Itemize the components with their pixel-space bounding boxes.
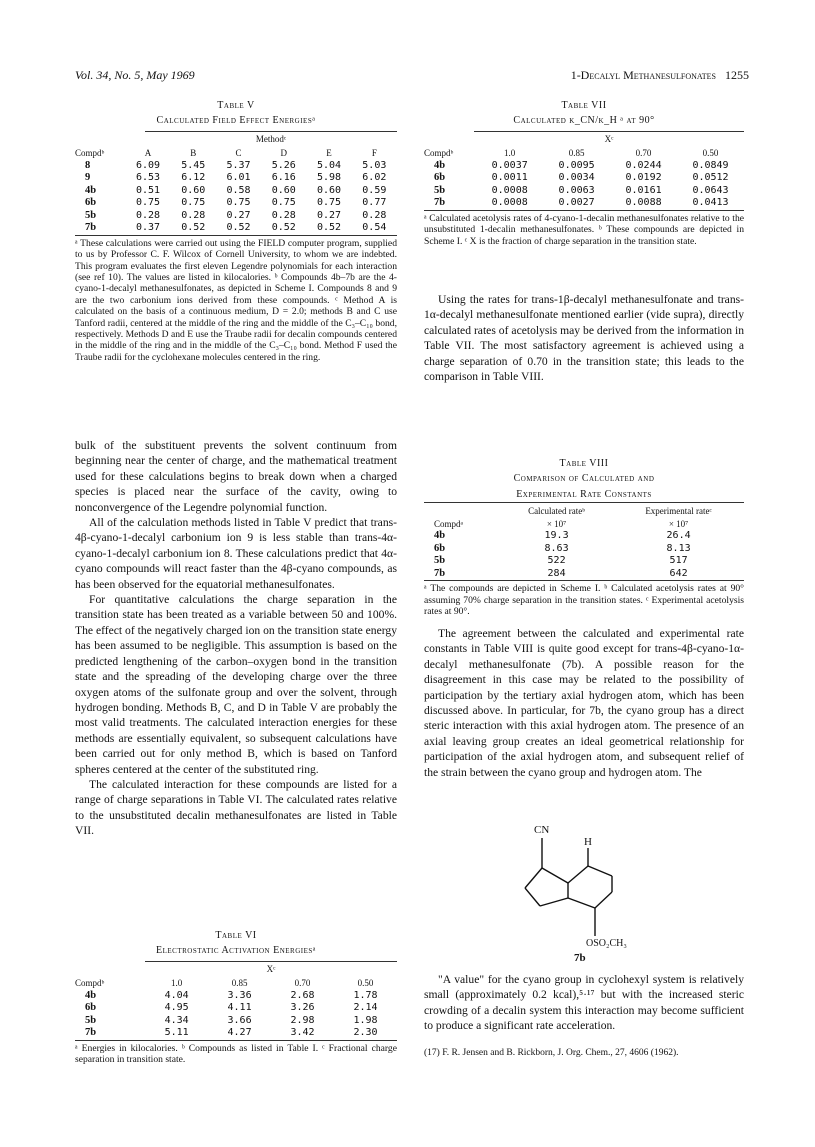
table-row bbox=[75, 1027, 397, 1040]
paragraph: bulk of the substituent prevents the solvent continuum from beginning near the center of charge, and the mathematical treatment used for these calculations begins to break down when a charged species is placed near the surface of the cavity, owing to nonconvergence of the Legendre polynomial function. bbox=[75, 439, 397, 514]
table-cell: 0.75 bbox=[136, 197, 161, 209]
structure-label: 7b bbox=[574, 952, 586, 964]
table-cell: 284 bbox=[547, 567, 566, 579]
table-cell: 0.75 bbox=[271, 197, 296, 209]
table-cell: 0.0244 bbox=[625, 159, 662, 171]
table-row bbox=[75, 197, 397, 210]
table-cell: 6b bbox=[85, 197, 97, 209]
table-cell: 0.0011 bbox=[491, 172, 528, 184]
table-cell: 4.11 bbox=[227, 1002, 252, 1014]
table-cell: 0.52 bbox=[226, 222, 251, 234]
table-row bbox=[424, 543, 744, 556]
table-viii-col-exp: Experimental rateᶜ bbox=[645, 506, 712, 517]
table-cell: 642 bbox=[669, 567, 688, 579]
table-cell: 6b bbox=[434, 542, 446, 554]
right-body-text-1 bbox=[424, 292, 744, 384]
table-cell: 2.14 bbox=[353, 1002, 378, 1014]
paragraph: The calculated interaction for these compounds are listed for a range of charge separations in Table VI. The calculated rates relative to the unsubstituted decalin methanesulfonates are listed in Table VII. bbox=[75, 777, 397, 838]
table-cell: 517 bbox=[669, 555, 688, 567]
table-viii-unit: × 10⁷ bbox=[546, 518, 567, 529]
decalin-structure-drawing bbox=[500, 828, 660, 958]
table-viii-title: Table VIII bbox=[559, 458, 609, 469]
table-cell: 0.0034 bbox=[558, 172, 595, 184]
table-cell: 0.51 bbox=[136, 184, 161, 196]
table-row bbox=[75, 160, 397, 173]
table-vii-title: Table VII bbox=[561, 100, 607, 111]
table-cell: 5b bbox=[85, 209, 97, 221]
table-vii bbox=[424, 98, 744, 247]
right-body-text-3 bbox=[424, 972, 744, 1034]
table-cell: 4b bbox=[85, 989, 97, 1001]
table-cell: 7b bbox=[434, 567, 446, 579]
table-vi-grid bbox=[75, 977, 397, 1040]
table-cell: 8.63 bbox=[544, 542, 569, 554]
table-cell: 0.27 bbox=[317, 209, 342, 221]
table-cell: 0.52 bbox=[317, 222, 342, 234]
table-v-title: Table V bbox=[217, 100, 255, 111]
paragraph: The agreement between the calculated and experimental rate constants in Table VIII is quite good except for trans-4β-cyano-1α-decalyl methanesulfonate (7b). A possible reason for the disagreement in this case may be related to the possibility of participation by the tertiary axial hydrogen atom, which has been discussed above. In particular, for 7b, the cyano group has a direct steric interaction with this axial hydrogen atom. The presence of an axial leaving group creates an ideal geometrical relationship for participation of the axial hydrogen atom, and subsequent relief of the strain between the cyano group and hydrogen atom. The bbox=[424, 627, 744, 779]
table-viii-col-calc: Calculated rateᵇ bbox=[528, 506, 586, 517]
structure-oms: OSO₂CH₃ bbox=[586, 938, 627, 949]
table-cell: 0.75 bbox=[317, 197, 342, 209]
table-viii-compd: Compdᵃ bbox=[434, 518, 463, 529]
table-cell: 0.60 bbox=[271, 184, 296, 196]
table-cell: 0.0008 bbox=[491, 197, 528, 209]
table-viii-grid bbox=[424, 505, 744, 580]
column-header: E bbox=[326, 148, 332, 159]
table-vi-x-label: Xᶜ bbox=[145, 961, 397, 977]
table-cell: 0.54 bbox=[362, 222, 387, 234]
table-cell: 5.03 bbox=[362, 159, 387, 171]
table-cell: 0.58 bbox=[226, 184, 251, 196]
page-number: 1255 bbox=[725, 68, 749, 82]
table-cell: 0.0643 bbox=[692, 184, 729, 196]
table-vi-footnote: ᵃ Energies in kilocalories. ᵇ Compounds as listed in Table I. ᶜ Fractional charge separation in transition state. bbox=[75, 1042, 397, 1066]
column-header: 0.85 bbox=[231, 978, 248, 989]
table-v-footnote: ᵃ These calculations were carried out using the FIELD computer program, supplied to us by Professor C. F. Wilcox of Cornell University, to whom we are indebted. This program evaluates the first eleven Legendre polynomials for each interaction (see ref 10). The values are listed in kilocalories. ᵇ Compounds 4b–7b are the 4-cyano-1-decalyl methanesulfonates, as depicted in Scheme I. Compounds 8 and 9 are the two carbonium ions derived from these compounds. ᶜ Method A is calculated on the basis of a continuous medium, D = 2.0; methods B and C use Tanford radii, centered at the middle of the ring and the middle of the C₃–C₁₀ bond, respectively. Methods D and E use the Traube radii for decalin compounds centered in the middle of the ring and in the middle of the C₃–C₁₀ bond. Method F used the Traube radii for the cyclohexane molecules centered in the ring. bbox=[75, 237, 397, 363]
table-cell: 7b bbox=[85, 1027, 97, 1039]
table-cell: 6.12 bbox=[181, 172, 206, 184]
paragraph: Using the rates for trans-1β-decalyl methanesulfonate and trans-1α-decalyl methanesulfonate mentioned earlier (vide supra), directly calculated rates of acetolysis may be derived from the information in Table VII. The most satisfactory agreement is achieved using a charge separation of 0.70 in the transition state; this leads to the comparison in Table VIII. bbox=[424, 293, 744, 384]
table-row bbox=[75, 1015, 397, 1028]
table-cell: 0.28 bbox=[181, 209, 206, 221]
table-cell: 0.77 bbox=[362, 197, 387, 209]
table-cell: 5.11 bbox=[164, 1027, 189, 1039]
paragraph: For quantitative calculations the charge separation in the transition state has been treated as a variable between 50 and 100%. The effect of the negatively charged ion on the transition state energy has been assumed to be negligible. This assumption is based on the predicted lengthening of the carbon–oxygen bond in the transition state and the spreading of the developing charge over the three oxygen atoms of the sulfonate group and over the solvent, through hydrogen bonding. Methods B, C, and D in Table V are probably the most valid treatments. The calculated interaction energies for these methods are essentially equivalent, so subsequent calculations have been carried out for only method B, which is based on Tanford spheres centered at the center of the substituted ring. bbox=[75, 593, 397, 776]
table-cell: 6.16 bbox=[271, 172, 296, 184]
table-cell: 19.3 bbox=[544, 530, 569, 542]
header-volume: Vol. 34, No. 5, May 1969 bbox=[75, 68, 195, 82]
table-cell: 5b bbox=[85, 1014, 97, 1026]
table-viii bbox=[424, 456, 744, 617]
table-cell: 0.60 bbox=[181, 184, 206, 196]
table-cell: 5b bbox=[434, 184, 446, 196]
table-cell: 6.02 bbox=[362, 172, 387, 184]
table-cell: 0.37 bbox=[136, 222, 161, 234]
table-cell: 4b bbox=[85, 184, 97, 196]
table-vii-footnote: ᵃ Calculated acetolysis rates of 4-cyano-1-decalin methanesulfonates relative to the unsubstituted 1-decalin methanesulfonates. ᵇ These compounds are depicted in Scheme I. ᶜ X is the fraction of charge separation in the transition state. bbox=[424, 212, 744, 247]
table-row bbox=[75, 1002, 397, 1015]
table-vi bbox=[75, 928, 397, 1066]
structure-cn: CN bbox=[534, 824, 550, 836]
structure-7b bbox=[500, 824, 660, 964]
table-cell: 7b bbox=[434, 197, 446, 209]
table-cell: 5.98 bbox=[317, 172, 342, 184]
table-cell: 1.78 bbox=[353, 989, 378, 1001]
table-cell: 4b bbox=[434, 159, 446, 171]
table-cell: 0.0037 bbox=[491, 159, 528, 171]
table-cell: 26.4 bbox=[666, 530, 691, 542]
column-header: A bbox=[144, 148, 152, 159]
left-body-text bbox=[75, 438, 397, 839]
column-header: 0.50 bbox=[357, 978, 374, 989]
column-header: D bbox=[280, 148, 288, 159]
table-cell: 9 bbox=[85, 172, 91, 184]
table-cell: 2.68 bbox=[290, 989, 315, 1001]
table-cell: 5.37 bbox=[226, 159, 251, 171]
column-header: 1.0 bbox=[170, 978, 183, 989]
table-viii-subtitle-1: Comparison of Calculated and bbox=[513, 473, 655, 485]
table-cell: 6.09 bbox=[136, 159, 161, 171]
table-vii-grid bbox=[424, 147, 744, 210]
table-cell: 3.42 bbox=[290, 1027, 315, 1039]
table-cell: 2.98 bbox=[290, 1014, 315, 1026]
table-cell: 522 bbox=[547, 555, 566, 567]
column-header: C bbox=[235, 148, 242, 159]
table-viii-unit: × 10⁷ bbox=[668, 518, 689, 529]
table-viii-footnote: ᵃ The compounds are depicted in Scheme I. ᵇ Calculated acetolysis rates at 90° assuming 70% charge separation in the transition states. ᶜ Experimental acetolysis rates at 90°. bbox=[424, 583, 744, 618]
table-cell: 0.52 bbox=[181, 222, 206, 234]
table-cell: 0.28 bbox=[271, 209, 296, 221]
table-cell: 0.0161 bbox=[625, 184, 662, 196]
table-cell: 0.0095 bbox=[558, 159, 595, 171]
table-viii-subtitle-2: Experimental Rate Constants bbox=[424, 487, 744, 503]
table-row bbox=[424, 185, 744, 198]
reference-17: (17) F. R. Jensen and B. Rickborn, J. Org. Chem., 27, 4606 (1962). bbox=[424, 1048, 679, 1058]
table-cell: 0.75 bbox=[226, 197, 251, 209]
table-v-subtitle: Calculated Field Effect Energiesᵃ bbox=[156, 115, 316, 127]
table-cell: 0.28 bbox=[136, 209, 161, 221]
column-header: 0.50 bbox=[702, 148, 719, 159]
table-row bbox=[424, 197, 744, 210]
table-cell: 0.0008 bbox=[491, 184, 528, 196]
column-header: 0.70 bbox=[294, 978, 311, 989]
table-cell: 0.0063 bbox=[558, 184, 595, 196]
table-vii-x-label: Xᶜ bbox=[474, 131, 744, 147]
table-row bbox=[75, 210, 397, 223]
column-header: Compdᵇ bbox=[424, 148, 454, 159]
table-row bbox=[424, 530, 744, 543]
table-cell: 0.0512 bbox=[692, 172, 729, 184]
paragraph: "A value" for the cyano group in cyclohexyl system is relatively small (approximately 0.2 kcal),⁵·¹⁷ but with the increased steric crowding of a decalin system this interaction may become sufficient to produce a significant rate acceleration. bbox=[424, 973, 744, 1033]
table-cell: 0.27 bbox=[226, 209, 251, 221]
table-cell: 6b bbox=[85, 1002, 97, 1014]
table-cell: 0.28 bbox=[362, 209, 387, 221]
right-body-text-2 bbox=[424, 626, 744, 780]
table-cell: 0.0192 bbox=[625, 172, 662, 184]
table-v-grid bbox=[75, 147, 397, 235]
table-cell: 4.04 bbox=[164, 989, 189, 1001]
table-cell: 8 bbox=[85, 159, 91, 171]
table-v bbox=[75, 98, 397, 363]
table-cell: 0.0849 bbox=[692, 159, 729, 171]
table-cell: 6.53 bbox=[136, 172, 161, 184]
column-header: 0.70 bbox=[635, 148, 652, 159]
table-row bbox=[75, 185, 397, 198]
table-row bbox=[424, 160, 744, 173]
table-cell: 0.0088 bbox=[625, 197, 662, 209]
table-cell: 0.0027 bbox=[558, 197, 595, 209]
column-header: Compdᵇ bbox=[75, 978, 105, 989]
table-cell: 4.34 bbox=[164, 1014, 189, 1026]
column-header: 0.85 bbox=[568, 148, 585, 159]
table-cell: 7b bbox=[85, 222, 97, 234]
table-row bbox=[75, 222, 397, 235]
table-cell: 1.98 bbox=[353, 1014, 378, 1026]
table-cell: 4.95 bbox=[164, 1002, 189, 1014]
table-cell: 5.26 bbox=[271, 159, 296, 171]
table-row bbox=[424, 172, 744, 185]
table-cell: 4.27 bbox=[227, 1027, 252, 1039]
table-row bbox=[75, 172, 397, 185]
table-vi-subtitle: Electrostatic Activation Energiesᵃ bbox=[156, 945, 316, 957]
table-cell: 0.75 bbox=[181, 197, 206, 209]
running-title: 1-Decalyl Methanesulfonates bbox=[570, 68, 716, 82]
column-header: F bbox=[371, 148, 377, 159]
table-cell: 3.36 bbox=[227, 989, 252, 1001]
table-cell: 4b bbox=[434, 530, 446, 542]
column-header: Compdᵇ bbox=[75, 148, 105, 159]
table-cell: 3.66 bbox=[227, 1014, 252, 1026]
table-cell: 8.13 bbox=[666, 542, 691, 554]
table-cell: 6.01 bbox=[226, 172, 251, 184]
table-vii-subtitle: Calculated k_CN/k_H ᵃ at 90° bbox=[513, 115, 655, 127]
table-row bbox=[424, 568, 744, 581]
table-cell: 5b bbox=[434, 555, 446, 567]
table-cell: 0.60 bbox=[317, 184, 342, 196]
table-v-method-label: Methodᶜ bbox=[145, 131, 397, 147]
table-cell: 3.26 bbox=[290, 1002, 315, 1014]
table-cell: 5.45 bbox=[181, 159, 206, 171]
table-cell: 6b bbox=[434, 172, 446, 184]
structure-h: H bbox=[584, 836, 592, 848]
table-row bbox=[424, 555, 744, 568]
column-header: B bbox=[190, 148, 197, 159]
table-vi-title: Table VI bbox=[215, 930, 257, 941]
paragraph: All of the calculation methods listed in Table V predict that trans-4β-cyano-1-decalyl carbonium ion 9 is less stable than trans-4α-cyano-1-decalyl carbonium ion 8. These calculations predict that 4α-cyano compounds will react faster than the 4β-cyano compounds, as has been observed for the equatorial methanesulfonates. bbox=[75, 516, 397, 591]
table-cell: 0.0413 bbox=[692, 197, 729, 209]
table-cell: 2.30 bbox=[353, 1027, 378, 1039]
table-cell: 5.04 bbox=[317, 159, 342, 171]
column-header: 1.0 bbox=[504, 148, 516, 159]
table-cell: 0.59 bbox=[362, 184, 387, 196]
table-cell: 0.52 bbox=[271, 222, 296, 234]
table-row bbox=[75, 990, 397, 1003]
header-title bbox=[571, 68, 749, 83]
